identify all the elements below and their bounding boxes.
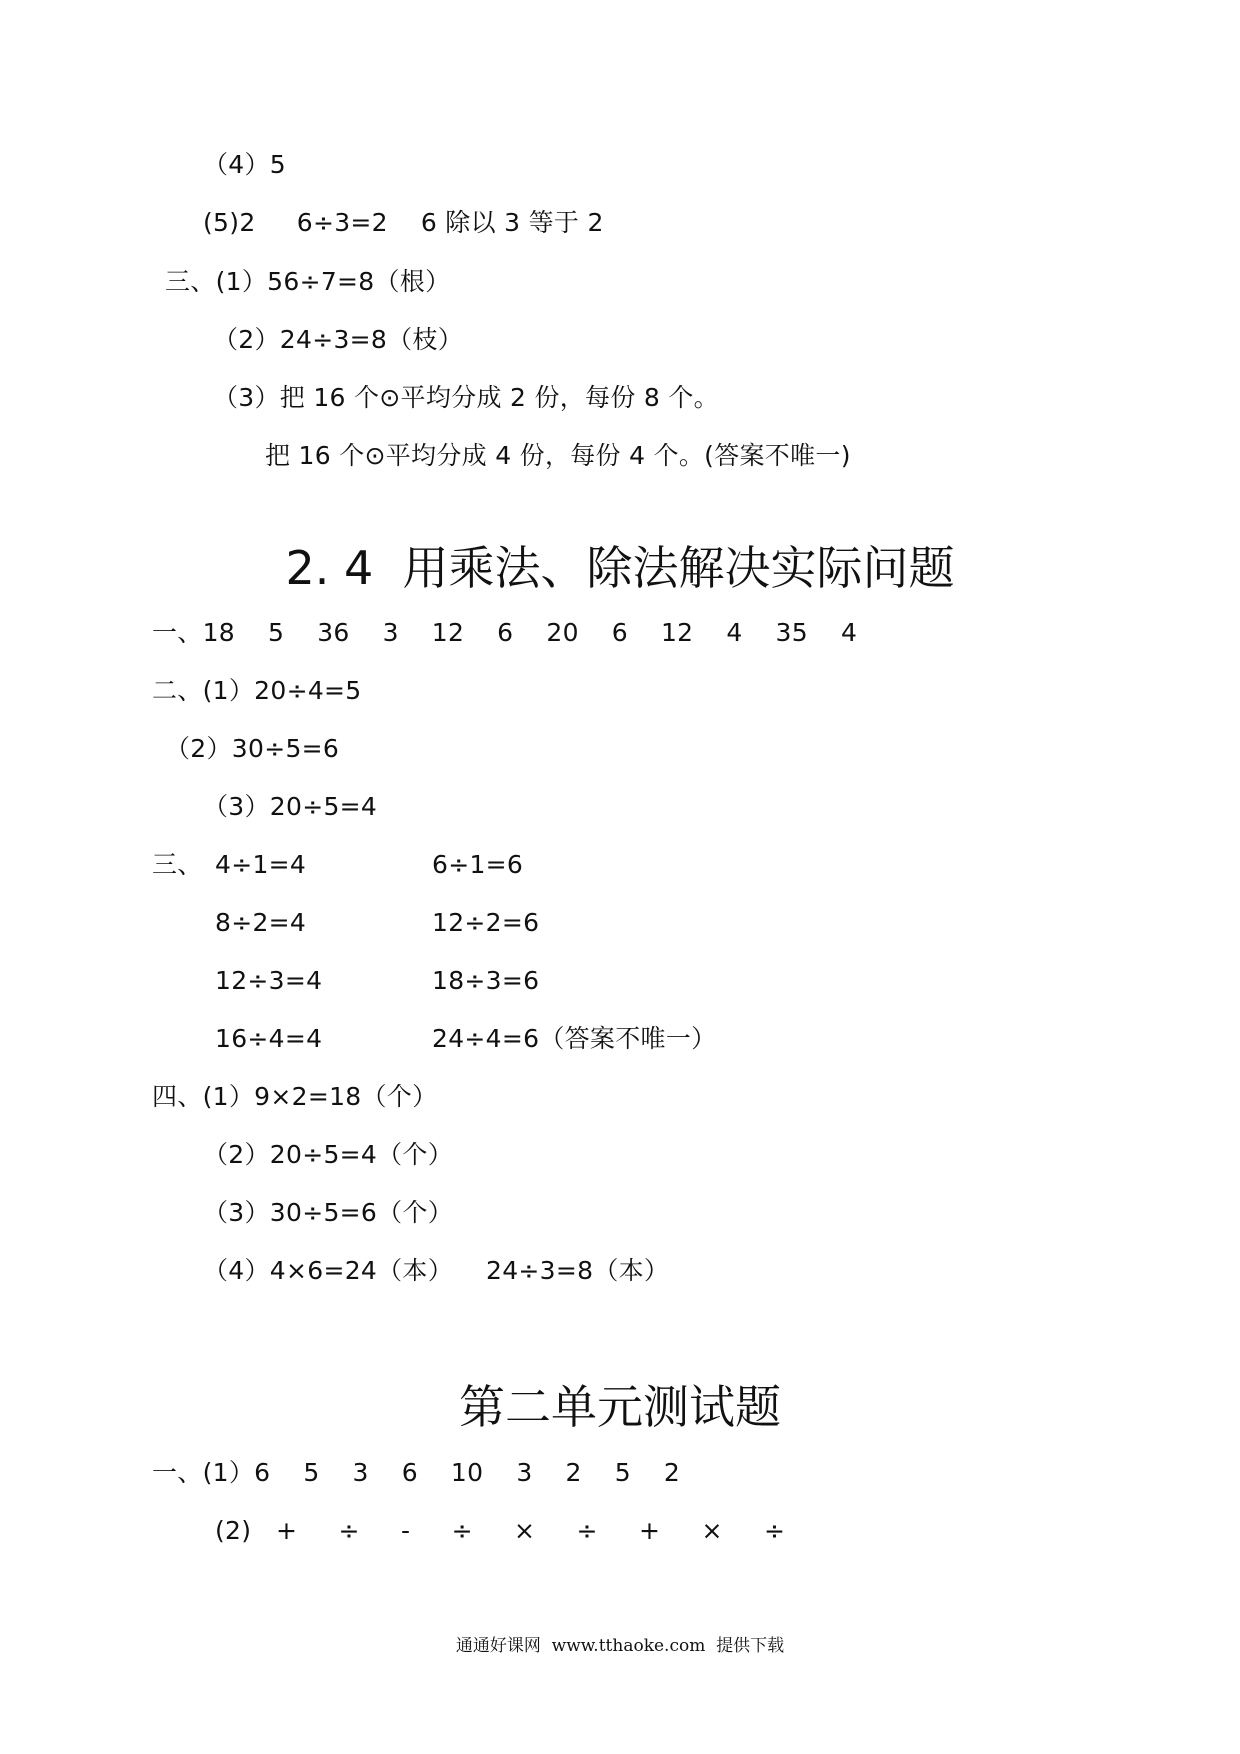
answer-line: （3）把 16 个⊙平均分成 2 份，每份 8 个。 (213, 383, 719, 412)
answer-line: （2）30÷5=6 (165, 734, 340, 763)
equation: 12÷2=6 (432, 908, 540, 937)
answer-line: （2）24÷3=8（枝） (213, 325, 464, 354)
answer-line: 二、(1）20÷4=5 (152, 676, 362, 705)
equation: 8÷2=4 (215, 908, 307, 937)
equation: 12÷3=4 (215, 966, 323, 995)
equation: 18÷3=6 (432, 966, 540, 995)
answer-line: 三、(1）56÷7=8（根） (165, 267, 451, 296)
answer-line: 四、(1）9×2=18（个） (152, 1082, 438, 1111)
answer-line: 把 16 个⊙平均分成 4 份，每份 4 个。(答案不唯一) (265, 441, 851, 470)
equation: 16÷4=4 (215, 1024, 323, 1053)
answer-line: 一、(1）6 5 3 6 10 3 2 5 2 (152, 1458, 681, 1487)
question-label: 三、 (152, 850, 203, 879)
answer-line: (2) + ÷ - ÷ × ÷ + × ÷ (215, 1516, 786, 1545)
answer-line: (5)2 6÷3=2 6 除以 3 等于 2 (203, 208, 604, 237)
page-footer: 通通好课网 www.tthaoke.com 提供下载 (455, 1636, 785, 1656)
equation: 6÷1=6 (432, 850, 524, 879)
section-title: 第二单元测试题 (459, 1380, 781, 1434)
answer-line: （3）30÷5=6（个） (203, 1198, 454, 1227)
section-title: 2. 4 用乘法、除法解决实际问题 (285, 541, 955, 595)
answer-line: （4）4×6=24（本） 24÷3=8（本） (203, 1256, 670, 1285)
answer-line: （2）20÷5=4（个） (203, 1140, 454, 1169)
answer-line: （3）20÷5=4 (203, 792, 378, 821)
answer-line: 一、18 5 36 3 12 6 20 6 12 4 35 4 (152, 618, 858, 647)
answer-line: （4）5 (203, 150, 287, 179)
equation: 24÷4=6（答案不唯一） (432, 1024, 717, 1053)
equation: 4÷1=4 (215, 850, 307, 879)
